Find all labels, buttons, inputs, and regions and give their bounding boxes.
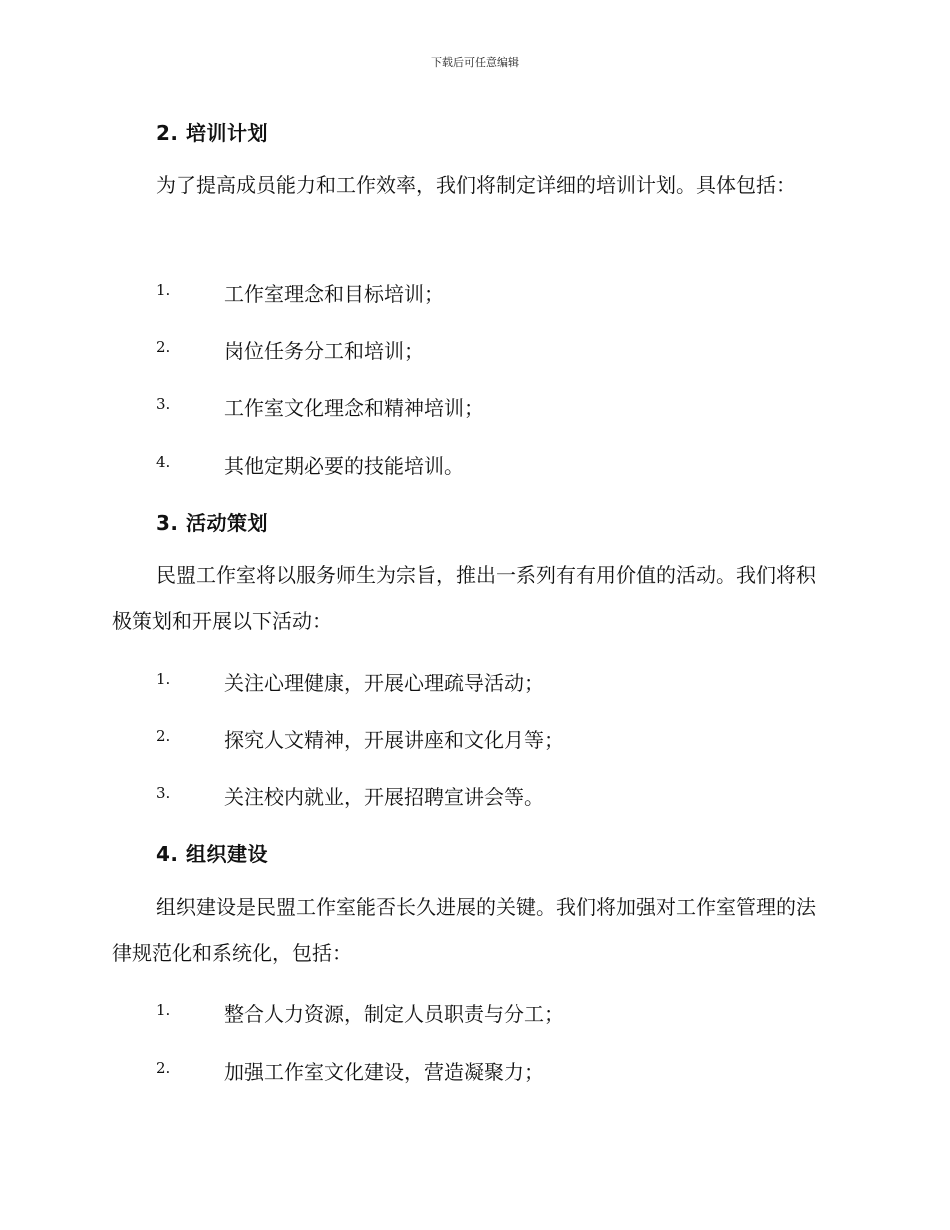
list-item-number: 2. xyxy=(156,1059,171,1077)
list-item-number: 3. xyxy=(156,784,171,802)
list-item-number: 4. xyxy=(156,453,171,471)
list-item-text: 探究人文精神，开展讲座和文化月等； xyxy=(224,728,564,752)
list-item-text: 工作室理念和目标培训； xyxy=(224,282,444,306)
list-item-number: 2. xyxy=(156,727,171,745)
list-item-text: 岗位任务分工和培训； xyxy=(224,339,424,363)
section-heading-activities: 3. 活动策划 xyxy=(156,511,268,535)
section-heading-training: 2. 培训计划 xyxy=(156,121,268,145)
list-item-text: 工作室文化理念和精神培训； xyxy=(224,396,484,420)
section-paragraph-organization xyxy=(112,884,832,976)
section-paragraph-activities xyxy=(112,552,832,644)
paragraph-text: 组织建设是民盟工作室能否长久进展的关键。我们将加强对工作室管理的法律规范化和系统化，包括： xyxy=(112,895,816,965)
section-paragraph-training xyxy=(112,162,832,208)
list-item-text: 关注校内就业，开展招聘宣讲会等。 xyxy=(224,785,544,809)
page-header: 下载后可任意编辑 xyxy=(431,56,519,69)
list-item-text: 关注心理健康，开展心理疏导活动； xyxy=(224,671,544,695)
list-item-number: 2. xyxy=(156,338,171,356)
list-item-text: 加强工作室文化建设，营造凝聚力； xyxy=(224,1060,544,1084)
list-item-text: 其他定期必要的技能培训。 xyxy=(224,454,464,478)
list-item-number: 1. xyxy=(156,1001,171,1019)
paragraph-text: 民盟工作室将以服务师生为宗旨，推出一系列有有用价值的活动。我们将积极策划和开展以下活动： xyxy=(112,563,816,633)
list-item-text: 整合人力资源，制定人员职责与分工； xyxy=(224,1002,564,1026)
list-item-number: 1. xyxy=(156,670,171,688)
paragraph-text: 为了提高成员能力和工作效率，我们将制定详细的培训计划。具体包括： xyxy=(156,173,796,197)
list-item-number: 1. xyxy=(156,281,171,299)
section-heading-organization: 4. 组织建设 xyxy=(156,842,268,866)
list-item-number: 3. xyxy=(156,395,171,413)
